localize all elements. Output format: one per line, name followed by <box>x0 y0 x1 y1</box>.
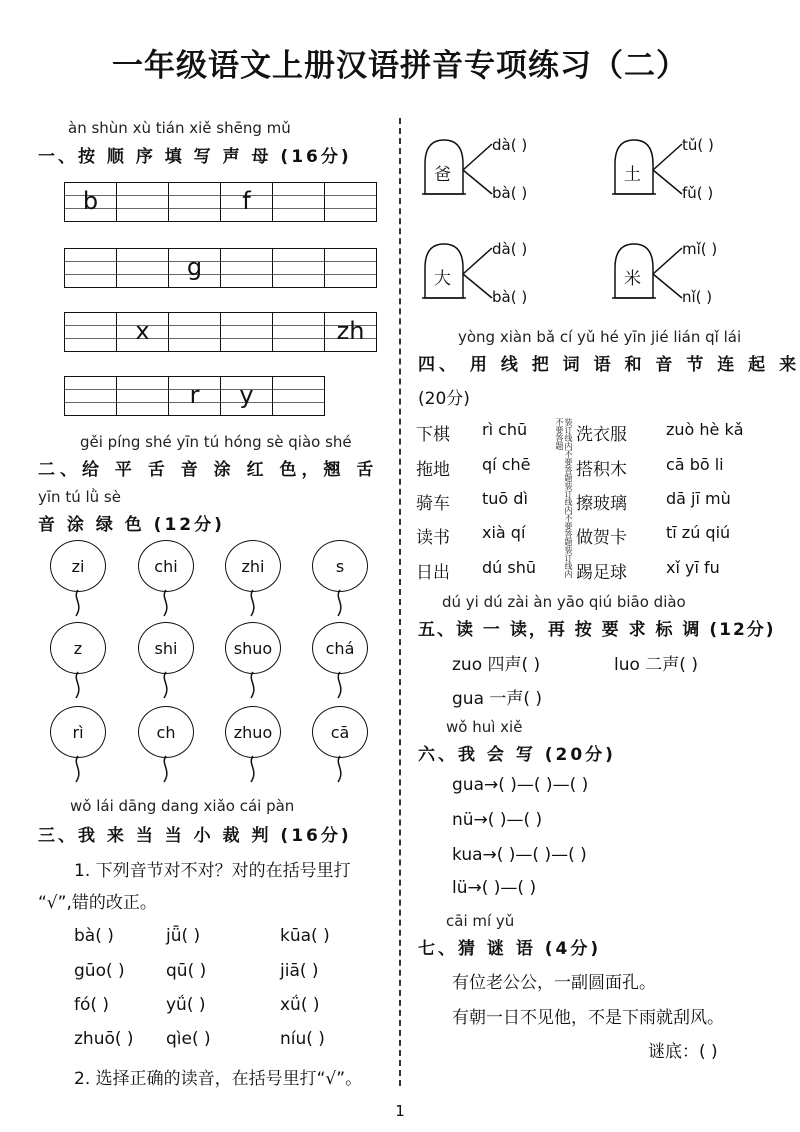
riddle-line-1: 有位老公公，一副圆面孔。 <box>452 973 656 993</box>
pinyin-option[interactable]: tǔ( ) <box>682 136 714 154</box>
s6-heading: 六、我 会 写 (20分) <box>418 745 616 765</box>
check-item[interactable]: qìe( ) <box>166 1029 211 1049</box>
check-item[interactable]: jiā( ) <box>280 961 319 981</box>
check-item[interactable]: fó( ) <box>74 995 110 1015</box>
balloon[interactable]: z <box>50 622 106 674</box>
balloon-string <box>68 590 88 618</box>
s6-line: lü→( )—( ) <box>452 878 537 898</box>
pinyin-option[interactable]: bà( ) <box>492 288 528 306</box>
balloon-string <box>156 590 176 618</box>
balloon[interactable]: chá <box>312 622 368 674</box>
page-title: 一年级语文上册汉语拼音专项练习（二） <box>112 48 688 84</box>
grid-cell[interactable] <box>325 183 376 221</box>
s5-line-1b: luo 二声( ) <box>614 655 698 675</box>
balloon-string <box>68 756 88 784</box>
check-item[interactable]: bà( ) <box>74 926 114 946</box>
page-number: 1 <box>395 1102 405 1120</box>
balloon[interactable]: chi <box>138 540 194 592</box>
word-right[interactable]: 洗衣服 <box>576 425 627 445</box>
word-right[interactable]: 踢足球 <box>576 563 627 583</box>
balloon[interactable]: zhi <box>225 540 281 592</box>
word-right[interactable]: 做贺卡 <box>576 528 627 548</box>
balloon[interactable]: rì <box>50 706 106 758</box>
bell-icon <box>420 238 500 310</box>
check-item[interactable]: níu( ) <box>280 1029 325 1049</box>
grid-cell[interactable]: x <box>117 313 169 351</box>
s6-pinyin: wǒ huì xiě <box>446 718 523 736</box>
balloon-string <box>156 672 176 700</box>
writing-grid-row-2 <box>64 248 377 288</box>
s5-heading: 五、读 一 读，再 按 要 求 标 调 (12分) <box>418 620 776 640</box>
s5-line-1a: zuo 四声( ) <box>452 655 541 675</box>
word-right[interactable]: 搭积木 <box>576 460 627 480</box>
check-item[interactable]: zhuō( ) <box>74 1029 134 1049</box>
bell-choice <box>420 134 500 206</box>
word-left[interactable]: 日出 <box>416 563 450 583</box>
word-right[interactable]: 擦玻璃 <box>576 494 627 514</box>
grid-cell[interactable] <box>117 377 169 415</box>
balloon-string <box>330 590 350 618</box>
grid-cell[interactable]: zh <box>325 313 376 351</box>
pinyin-left[interactable]: dú shū <box>482 558 536 577</box>
grid-cell[interactable]: b <box>65 183 117 221</box>
pinyin-option[interactable]: bà( ) <box>492 184 528 202</box>
grid-cell[interactable]: g <box>169 249 221 287</box>
binding-line-text: 装订线内不要答题装订线内不要答题装订线内不要答题 <box>555 418 573 578</box>
bell-character: 米 <box>624 269 641 289</box>
check-item[interactable]: jǖ( ) <box>166 926 201 946</box>
s3-question-1a: 1. 下列音节对不对？对的在括号里打 <box>74 861 351 881</box>
grid-cell[interactable] <box>65 377 117 415</box>
s3-pinyin: wǒ lái dāng dang xiǎo cái pàn <box>70 797 295 815</box>
s3-heading: 三、我 来 当 当 小 裁 判 (16分) <box>38 826 352 846</box>
balloon-string <box>330 672 350 700</box>
pinyin-option[interactable]: dà( ) <box>492 136 528 154</box>
s5-line-2: gua 一声( ) <box>452 689 543 709</box>
balloon-string <box>243 672 263 700</box>
pinyin-option[interactable]: mǐ( ) <box>682 240 718 258</box>
s2-heading-2: 音 涂 绿 色 (12分) <box>38 515 225 535</box>
writing-grid-row-4 <box>64 376 325 416</box>
word-left[interactable]: 拖地 <box>416 460 450 480</box>
balloon[interactable]: ch <box>138 706 194 758</box>
grid-cell[interactable]: r <box>169 377 221 415</box>
grid-cell[interactable] <box>221 249 273 287</box>
bell-icon <box>610 238 690 310</box>
word-left[interactable]: 读书 <box>416 528 450 548</box>
balloon-string <box>243 590 263 618</box>
s4-pinyin: yòng xiàn bǎ cí yǔ hé yīn jié lián qǐ lái <box>458 328 742 346</box>
s4-score: (20分) <box>418 389 470 409</box>
pinyin-right[interactable]: cā bō li <box>666 455 724 474</box>
writing-grid-row-3 <box>64 312 377 352</box>
bell-icon <box>610 134 690 206</box>
check-item[interactable]: yǘ( ) <box>166 995 206 1015</box>
s6-line: nü→( )—( ) <box>452 810 543 830</box>
pinyin-left[interactable]: qí chē <box>482 455 531 474</box>
balloon-string <box>68 672 88 700</box>
s2-pinyin-2: yīn tú lǜ sè <box>38 488 121 506</box>
column-divider <box>399 118 401 1086</box>
pinyin-right[interactable]: tī zú qiú <box>666 523 731 542</box>
s7-pinyin: cāi mí yǔ <box>446 912 515 930</box>
check-item[interactable]: kūa( ) <box>280 926 330 946</box>
grid-cell[interactable]: f <box>221 183 273 221</box>
s6-line: kua→( )—( )—( ) <box>452 845 587 865</box>
bell-character: 土 <box>624 165 641 185</box>
word-left[interactable]: 下棋 <box>416 425 450 445</box>
bell-choice <box>610 238 690 310</box>
bell-choice <box>420 238 500 310</box>
bell-character: 大 <box>434 269 451 289</box>
pinyin-option[interactable]: fǔ( ) <box>682 184 714 202</box>
pinyin-right[interactable]: zuò hè kǎ <box>666 420 744 439</box>
check-item[interactable]: qū( ) <box>166 961 207 981</box>
grid-cell[interactable] <box>221 313 273 351</box>
grid-cell[interactable] <box>117 183 169 221</box>
grid-cell[interactable] <box>169 313 221 351</box>
writing-grid-row-1 <box>64 182 377 222</box>
balloon-string <box>156 756 176 784</box>
balloon[interactable]: zhuo <box>225 706 281 758</box>
s6-line: gua→( )—( )—( ) <box>452 775 589 795</box>
check-item[interactable]: gūo( ) <box>74 961 125 981</box>
pinyin-right[interactable]: xǐ yī fu <box>666 558 720 577</box>
check-item[interactable]: xǘ( ) <box>280 995 320 1015</box>
s2-heading-1: 二、给 平 舌 音 涂 红 色，翘 舌 <box>38 460 379 480</box>
s1-pinyin: àn shùn xù tián xiě shēng mǔ <box>68 119 291 137</box>
grid-cell[interactable] <box>325 249 376 287</box>
balloon[interactable]: s <box>312 540 368 592</box>
bell-character: 爸 <box>434 165 451 185</box>
s1-heading: 一、按 顺 序 填 写 声 母 (16分) <box>38 147 352 167</box>
word-left[interactable]: 骑车 <box>416 494 450 514</box>
balloon[interactable]: zi <box>50 540 106 592</box>
pinyin-option[interactable]: nǐ( ) <box>682 288 713 306</box>
balloon-string <box>330 756 350 784</box>
balloon[interactable]: shuo <box>225 622 281 674</box>
pinyin-right[interactable]: dā jī mù <box>666 489 731 508</box>
grid-cell[interactable] <box>273 183 325 221</box>
grid-cell[interactable] <box>273 377 324 415</box>
s2-pinyin-1: gěi píng shé yīn tú hóng sè qiào shé <box>80 433 352 451</box>
grid-cell[interactable] <box>65 313 117 351</box>
grid-cell[interactable] <box>65 249 117 287</box>
riddle-answer[interactable]: 谜底：( ) <box>648 1042 718 1062</box>
s3-question-1b: “√”,错的改正。 <box>38 893 157 913</box>
bell-choice <box>610 134 690 206</box>
pinyin-option[interactable]: dà( ) <box>492 240 528 258</box>
s4-heading: 四、 用 线 把 词 语 和 音 节 连 起 来 <box>418 355 800 375</box>
s5-pinyin: dú yi dú zài àn yāo qiú biāo diào <box>442 593 686 611</box>
pinyin-left[interactable]: rì chū <box>482 420 528 439</box>
pinyin-left[interactable]: xià qí <box>482 523 526 542</box>
grid-cell[interactable]: y <box>221 377 273 415</box>
grid-cell[interactable] <box>273 249 325 287</box>
balloon-string <box>243 756 263 784</box>
grid-cell[interactable] <box>169 183 221 221</box>
balloon[interactable]: shi <box>138 622 194 674</box>
s7-heading: 七、猜 谜 语 (4分) <box>418 939 602 959</box>
grid-cell[interactable] <box>273 313 325 351</box>
riddle-line-2: 有朝一日不见他，不是下雨就刮风。 <box>452 1008 724 1028</box>
s3-question-2: 2. 选择正确的读音，在括号里打“√”。 <box>74 1069 363 1089</box>
pinyin-left[interactable]: tuō dì <box>482 489 528 508</box>
bell-icon <box>420 134 500 206</box>
balloon[interactable]: cā <box>312 706 368 758</box>
grid-cell[interactable] <box>117 249 169 287</box>
